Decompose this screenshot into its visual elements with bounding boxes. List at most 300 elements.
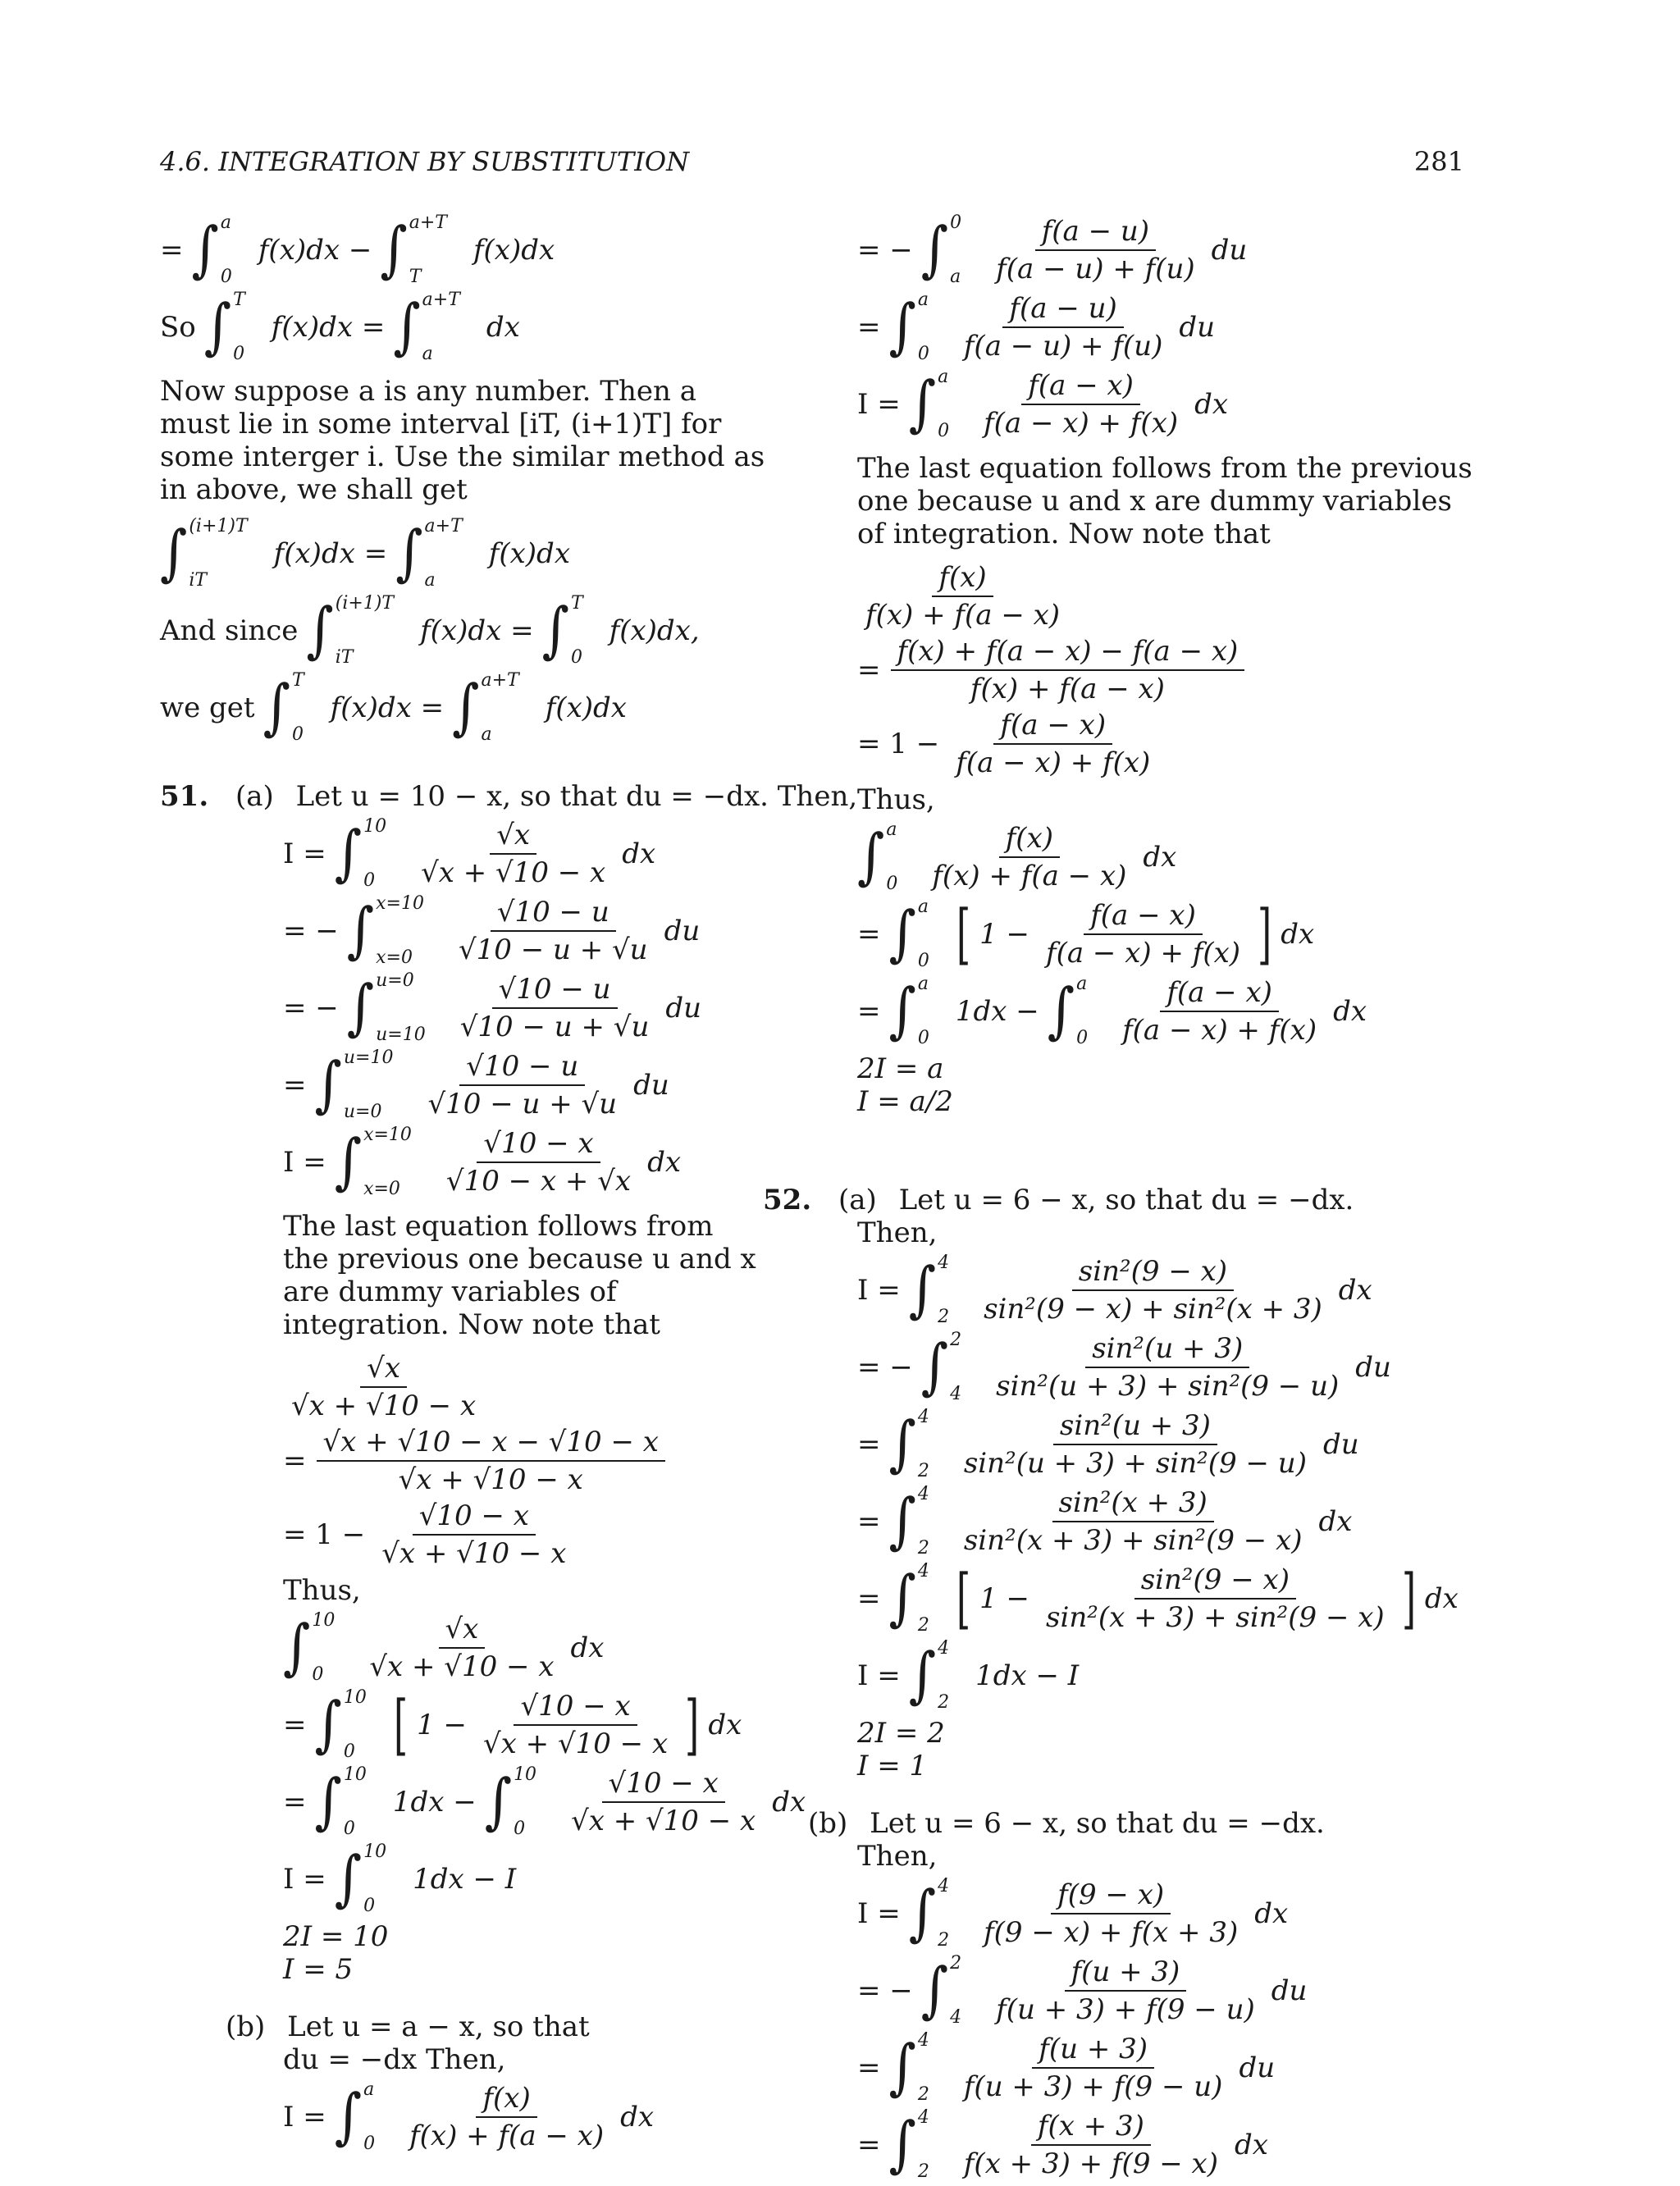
equation-step bbox=[283, 2081, 767, 2153]
equation-step bbox=[857, 1560, 1481, 1636]
result-line: I = 1 bbox=[857, 1750, 928, 1782]
upper-limit: 10 bbox=[343, 1687, 367, 1708]
final-steps bbox=[857, 821, 1481, 1047]
upper-limit: x=10 bbox=[376, 893, 424, 914]
paragraph: The last equation follows from the previous one because u and x are dummy variables of integration. Now note that bbox=[857, 452, 1472, 550]
integral-sign: ∫ bbox=[888, 2110, 916, 2180]
integral bbox=[909, 1878, 967, 1950]
integral bbox=[347, 972, 444, 1044]
integral bbox=[347, 895, 442, 967]
integrand: f(x)dx = bbox=[420, 614, 534, 647]
equation-lead: = bbox=[857, 1582, 881, 1615]
integral-limits bbox=[344, 1766, 367, 1838]
equation-step bbox=[857, 975, 1481, 1047]
upper-limit: a bbox=[917, 897, 929, 917]
part-b-body bbox=[857, 1878, 1481, 2181]
fraction bbox=[949, 710, 1157, 778]
differential: du bbox=[1179, 311, 1216, 344]
differential: du bbox=[664, 915, 701, 947]
equation-lead: = bbox=[857, 311, 881, 344]
integral-sign: ∫ bbox=[888, 976, 916, 1047]
integral bbox=[909, 368, 967, 440]
integral bbox=[889, 898, 947, 970]
part-a-body bbox=[857, 1254, 1481, 1712]
lower-limit: 0 bbox=[220, 267, 232, 287]
lower-limit: iT bbox=[335, 647, 354, 668]
numerator: √x bbox=[490, 819, 536, 855]
problem-52 bbox=[763, 1184, 1481, 2182]
final-steps bbox=[283, 1610, 806, 1916]
equation-lead: I = bbox=[857, 1659, 901, 1692]
problem-header bbox=[160, 780, 858, 813]
equation-step bbox=[857, 1408, 1481, 1481]
fraction bbox=[957, 1410, 1313, 1479]
integral-sign: ∫ bbox=[283, 1613, 311, 1683]
lower-limit: u=0 bbox=[343, 1102, 382, 1122]
integral-sign: ∫ bbox=[346, 973, 375, 1043]
numerator: f(x + 3) bbox=[1031, 2111, 1151, 2146]
left-bracket: [ bbox=[956, 1560, 971, 1636]
integral-limits bbox=[950, 214, 961, 286]
upper-limit: a+T bbox=[424, 516, 463, 536]
integral bbox=[315, 1766, 385, 1838]
integral-limits bbox=[376, 895, 424, 967]
differential: dx bbox=[772, 1786, 806, 1819]
result-line: I = a/2 bbox=[857, 1085, 953, 1118]
equation-step bbox=[283, 1049, 767, 1121]
fraction bbox=[957, 293, 1170, 362]
lower-limit: 0 bbox=[233, 344, 245, 364]
part-intro: Let u = 6 − x, so that du = −dx. bbox=[870, 1807, 1325, 1840]
integrand: f(x)dx bbox=[472, 234, 555, 267]
lower-limit: 0 bbox=[363, 1896, 376, 1916]
integral-limits bbox=[938, 368, 949, 440]
numerator: √10 − u bbox=[459, 1051, 585, 1086]
bracket-term: 1 − bbox=[979, 918, 1029, 951]
lower-limit: 0 bbox=[917, 1028, 929, 1048]
numerator: f(a − x) bbox=[1021, 370, 1140, 405]
integral-limits bbox=[918, 2109, 929, 2181]
lower-limit: 2 bbox=[938, 1692, 950, 1713]
result-line: 2I = 10 bbox=[283, 1920, 389, 1953]
equation-lead: = bbox=[857, 2051, 881, 2084]
integral-sign: ∫ bbox=[857, 822, 885, 892]
equation-step bbox=[283, 1612, 767, 1684]
differential: du bbox=[1271, 1974, 1308, 2007]
equation-lead: = 1 − bbox=[283, 1518, 366, 1551]
lower-limit: x=0 bbox=[376, 947, 413, 968]
integral-limits bbox=[363, 818, 386, 890]
upper-limit: T bbox=[233, 290, 245, 310]
lower-limit: 2 bbox=[938, 1307, 950, 1327]
part-b-header bbox=[226, 2010, 767, 2043]
lower-limit: 2 bbox=[938, 1930, 950, 1951]
integral-limits bbox=[938, 1878, 949, 1950]
fraction bbox=[957, 2111, 1225, 2179]
integral-sign: ∫ bbox=[888, 2033, 916, 2103]
integral-limits bbox=[376, 972, 426, 1044]
integral-sign: ∫ bbox=[314, 1690, 342, 1760]
fraction bbox=[859, 562, 1066, 631]
upper-limit: a bbox=[363, 2079, 375, 2100]
part-intro-cont: du = −dx Then, bbox=[283, 2043, 506, 2076]
integral-sign: ∫ bbox=[920, 1332, 949, 1403]
paragraph: Now suppose a is any number. Then a must lie in some interval [iT, (i+1)T] for some interger i. Use the similar method as in above, we shall get bbox=[160, 375, 765, 506]
integral-limits bbox=[918, 1563, 929, 1635]
numerator: sin²(9 − x) bbox=[1134, 1564, 1296, 1600]
equation-lead: = bbox=[160, 234, 184, 267]
equation-step bbox=[857, 214, 1481, 286]
denominator: √10 − u + √u bbox=[459, 1011, 650, 1043]
equation-step bbox=[857, 1878, 1481, 1950]
right-bracket: ] bbox=[1401, 1560, 1416, 1636]
lower-limit: 0 bbox=[938, 421, 950, 441]
equation-step bbox=[857, 1640, 1481, 1712]
fraction bbox=[421, 1051, 623, 1120]
integral: ∫ T 0 bbox=[262, 670, 304, 745]
numerator: √x bbox=[439, 1613, 486, 1649]
lower-limit: 0 bbox=[363, 2134, 376, 2154]
fraction bbox=[564, 1768, 762, 1837]
equation-lead: = bbox=[857, 1505, 881, 1538]
equation-step bbox=[857, 898, 1481, 970]
integral bbox=[485, 1766, 555, 1838]
equation-step bbox=[857, 2032, 1481, 2104]
differential: dx bbox=[1194, 388, 1229, 421]
upper-limit: 2 bbox=[950, 1330, 962, 1350]
integral bbox=[857, 821, 915, 893]
integral-sign: ∫ bbox=[334, 1844, 363, 1914]
integral-sign: ∫ bbox=[908, 1878, 937, 1949]
fraction bbox=[989, 1333, 1345, 1402]
numerator: f(x) bbox=[999, 823, 1060, 858]
lower-limit: 0 bbox=[917, 951, 929, 971]
equation-lead: = − bbox=[283, 915, 339, 947]
upper-limit: x=10 bbox=[363, 1125, 412, 1145]
differential: dx bbox=[1333, 995, 1367, 1028]
upper-limit: 10 bbox=[363, 816, 387, 837]
integral: ∫ a+T a bbox=[452, 670, 519, 745]
integral-sign: ∫ bbox=[334, 819, 363, 889]
denominator: sin²(x + 3) + sin²(9 − x) bbox=[1046, 1601, 1385, 1634]
equation-step bbox=[283, 1426, 767, 1495]
integrand: f(x)dx − bbox=[258, 234, 372, 267]
lower-limit: u=10 bbox=[376, 1025, 426, 1045]
fraction bbox=[375, 1500, 573, 1569]
equation-lead: And since bbox=[160, 614, 299, 647]
integrand: 1dx − bbox=[955, 995, 1039, 1028]
numerator: f(a − u) bbox=[1002, 293, 1123, 328]
lower-limit: 0 bbox=[343, 1741, 355, 1762]
thus-label: Thus, bbox=[283, 1574, 361, 1607]
equation-step bbox=[283, 818, 767, 890]
integral bbox=[889, 975, 947, 1047]
numerator: f(x) bbox=[932, 562, 993, 597]
differential: dx bbox=[1235, 2129, 1268, 2161]
result-line: 2I = a bbox=[857, 1052, 944, 1085]
fraction bbox=[977, 1256, 1329, 1325]
equation-step bbox=[857, 1485, 1481, 1558]
denominator: sin²(u + 3) + sin²(9 − u) bbox=[996, 1370, 1340, 1403]
integral: ∫ T 0 bbox=[203, 290, 245, 364]
equation-lead: = 1 − bbox=[857, 728, 940, 760]
differential: du bbox=[1322, 1428, 1359, 1461]
equation-step bbox=[283, 972, 767, 1044]
equation-lead: I = bbox=[857, 1274, 901, 1307]
integral: ∫ a 0 bbox=[191, 212, 232, 287]
part-label: (b) bbox=[226, 2010, 266, 2043]
integral-sign: ∫ bbox=[484, 1767, 513, 1837]
lower-limit: 0 bbox=[514, 1819, 526, 1839]
integral-limits bbox=[918, 975, 929, 1047]
integral-sign: ∫ bbox=[888, 292, 916, 363]
upper-limit: 10 bbox=[343, 1764, 367, 1785]
differential: du bbox=[1239, 2051, 1276, 2084]
equation-step bbox=[283, 1686, 767, 1763]
equation-we-get bbox=[160, 672, 767, 744]
integral bbox=[335, 2081, 393, 2153]
numerator: sin²(u + 3) bbox=[1085, 1333, 1249, 1368]
lower-limit: a bbox=[481, 724, 492, 745]
integrand: f(x)dx = bbox=[271, 311, 386, 344]
equation-step bbox=[857, 2109, 1481, 2181]
lower-limit: 0 bbox=[291, 724, 304, 745]
lower-limit: a bbox=[424, 570, 436, 591]
differential: dx bbox=[1143, 841, 1177, 874]
integrand: 1dx − I bbox=[975, 1659, 1080, 1692]
equation-step bbox=[857, 562, 1481, 631]
equation-lead: = bbox=[857, 654, 881, 687]
equation-step bbox=[283, 1764, 806, 1839]
lower-limit: 2 bbox=[917, 2161, 929, 2182]
equation-lead: = − bbox=[857, 234, 913, 267]
numerator: f(a − x) bbox=[993, 710, 1112, 745]
differential: dx bbox=[1338, 1274, 1372, 1307]
integral bbox=[335, 818, 404, 890]
denominator: sin²(x + 3) + sin²(9 − x) bbox=[963, 1524, 1303, 1557]
numerator: √10 − u bbox=[492, 974, 618, 1009]
integral bbox=[335, 1126, 430, 1198]
numerator: f(x) + f(a − x) − f(a − x) bbox=[891, 636, 1245, 671]
numerator: √10 − u bbox=[491, 897, 616, 932]
integral: ∫ (i+1)T iT bbox=[306, 593, 395, 668]
differential: du bbox=[1355, 1351, 1391, 1384]
lower-limit: 4 bbox=[950, 1384, 962, 1404]
integral-limits bbox=[950, 1331, 961, 1403]
denominator: √x + √10 − x bbox=[398, 1463, 583, 1496]
equation-lead: = bbox=[283, 1709, 307, 1741]
denominator: √x + √10 − x bbox=[571, 1805, 756, 1837]
fraction bbox=[414, 819, 612, 888]
equation-step bbox=[857, 1254, 1481, 1326]
equation-step bbox=[857, 1955, 1481, 2027]
integral bbox=[315, 1689, 385, 1761]
lower-limit: 0 bbox=[1076, 1028, 1089, 1048]
equation-lead: = − bbox=[857, 1351, 913, 1384]
numerator: √x bbox=[360, 1353, 407, 1388]
integrand: f(x)dx = bbox=[273, 537, 388, 570]
upper-limit: a bbox=[917, 290, 929, 310]
integral bbox=[889, 1563, 947, 1635]
integral: ∫ a+T a bbox=[395, 516, 463, 591]
numerator: sin²(9 − x) bbox=[1072, 1256, 1234, 1291]
denominator: √x + √10 − x bbox=[381, 1537, 567, 1570]
fraction bbox=[440, 1128, 637, 1197]
lower-limit: iT bbox=[189, 570, 208, 591]
fraction bbox=[452, 897, 655, 965]
integral bbox=[889, 1408, 947, 1481]
differential: dx bbox=[1281, 918, 1315, 951]
equation-step bbox=[857, 1331, 1481, 1403]
equation-lead: I = bbox=[283, 1146, 326, 1179]
upper-limit: u=0 bbox=[376, 970, 414, 991]
integral-sign: ∫ bbox=[920, 215, 949, 285]
upper-limit: (i+1)T bbox=[189, 516, 248, 536]
integral-sign: ∫ bbox=[334, 1127, 363, 1198]
integral-limits bbox=[514, 1766, 536, 1838]
equation-periodic-2 bbox=[160, 291, 767, 363]
differential: du bbox=[1211, 234, 1248, 267]
integrand: 1dx − bbox=[392, 1786, 477, 1819]
left-bracket: [ bbox=[956, 896, 971, 972]
upper-limit: T bbox=[291, 670, 304, 691]
equation-lead: So bbox=[160, 311, 196, 344]
integral bbox=[1048, 975, 1106, 1047]
equation-lead: = bbox=[857, 1428, 881, 1461]
equation-step bbox=[283, 1843, 767, 1915]
upper-limit: 2 bbox=[950, 1953, 962, 1974]
left-bracket: [ bbox=[393, 1686, 409, 1763]
equation-lead: = bbox=[857, 995, 881, 1028]
upper-limit: 4 bbox=[917, 1484, 929, 1504]
denominator: √x + √10 − x bbox=[421, 856, 606, 889]
integral-sign: ∫ bbox=[1047, 976, 1075, 1047]
integral: ∫ T 0 bbox=[541, 593, 583, 668]
equation-lead: I = bbox=[283, 2101, 326, 2134]
part-label: (a) bbox=[838, 1184, 877, 1216]
equation-lead: = bbox=[857, 2129, 881, 2161]
integral-limits bbox=[1076, 975, 1088, 1047]
lower-limit: 2 bbox=[917, 2084, 929, 2105]
part-intro-cont: Then, bbox=[857, 1840, 938, 1873]
upper-limit: 4 bbox=[938, 1253, 950, 1273]
integrand: dx bbox=[486, 311, 520, 344]
part-intro: Let u = 10 − x, so that du = −dx. Then, bbox=[295, 780, 858, 813]
integral-limits bbox=[918, 898, 929, 970]
integral-limits bbox=[363, 1843, 386, 1915]
differential: dx bbox=[570, 1632, 605, 1664]
integral-limits bbox=[312, 1612, 335, 1684]
upper-limit: 4 bbox=[938, 1876, 950, 1896]
equation-interval bbox=[160, 518, 767, 590]
fraction bbox=[925, 823, 1133, 892]
numerator: f(x) bbox=[476, 2083, 536, 2118]
part-label: (b) bbox=[808, 1807, 848, 1840]
bracket-term: 1 − bbox=[979, 1582, 1029, 1615]
integral: ∫ a+T a bbox=[393, 290, 460, 364]
equation-lead: = − bbox=[857, 1974, 913, 2007]
integral-limits bbox=[950, 1955, 961, 2027]
fraction bbox=[477, 1691, 674, 1759]
denominator: √x + √10 − x bbox=[291, 1390, 477, 1422]
integral: ∫ (i+1)T iT bbox=[160, 516, 248, 591]
fraction bbox=[1116, 977, 1323, 1046]
integral-limits bbox=[344, 1049, 394, 1121]
upper-limit: 10 bbox=[363, 1841, 387, 1862]
lower-limit: 0 bbox=[343, 1819, 355, 1839]
equation-step bbox=[857, 368, 1481, 440]
differential: dx bbox=[1424, 1582, 1459, 1615]
upper-limit: 10 bbox=[514, 1764, 537, 1785]
integral bbox=[909, 1254, 967, 1326]
fraction bbox=[317, 1426, 665, 1495]
result-line: I = 5 bbox=[283, 1953, 354, 1986]
part-intro: Let u = 6 − x, so that du = −dx. bbox=[898, 1184, 1354, 1216]
equation-lead: = − bbox=[283, 992, 339, 1025]
lower-limit: 0 bbox=[570, 647, 582, 668]
lower-limit: T bbox=[409, 267, 422, 287]
integral-limits bbox=[938, 1254, 949, 1326]
lower-limit: 2 bbox=[917, 1538, 929, 1558]
upper-limit: a bbox=[886, 819, 897, 840]
numerator: √10 − x bbox=[477, 1128, 600, 1163]
integral-sign: ∫ bbox=[888, 1409, 916, 1480]
paragraph: The last equation follows from the previous one because u and x are dummy variables of integration. Now note that bbox=[283, 1210, 756, 1341]
numerator: f(a − u) bbox=[1035, 216, 1156, 251]
differential: dx bbox=[1318, 1505, 1353, 1538]
thus-label: Thus, bbox=[857, 783, 935, 816]
part-intro: Let u = a − x, so that bbox=[287, 2010, 590, 2043]
integral bbox=[909, 1640, 967, 1712]
integral-sign: ∫ bbox=[346, 896, 375, 966]
differential: du bbox=[633, 1069, 669, 1102]
denominator: √10 − u + √u bbox=[427, 1088, 618, 1120]
equation-step bbox=[857, 821, 1481, 893]
lower-limit: a bbox=[422, 344, 433, 364]
integral-limits bbox=[918, 1485, 929, 1558]
upper-limit: a bbox=[917, 974, 929, 994]
equation-lead: I = bbox=[857, 388, 901, 421]
denominator: sin²(u + 3) + sin²(9 − u) bbox=[963, 1447, 1307, 1480]
equation-lead: = bbox=[857, 918, 881, 951]
differential: du bbox=[665, 992, 702, 1025]
fraction bbox=[989, 1956, 1262, 2025]
denominator: √10 − x + √x bbox=[445, 1165, 632, 1198]
differential: dx bbox=[622, 837, 656, 870]
denominator: f(a − u) + f(u) bbox=[996, 253, 1195, 285]
integral-sign: ∫ bbox=[314, 1767, 342, 1837]
differential: dx bbox=[647, 1146, 682, 1179]
integral-sign: ∫ bbox=[908, 1255, 937, 1326]
fraction bbox=[957, 1487, 1309, 1556]
equation-lead: I = bbox=[857, 1897, 901, 1930]
integral bbox=[283, 1612, 353, 1684]
numerator: sin²(u + 3) bbox=[1053, 1410, 1217, 1445]
part-label: (a) bbox=[235, 780, 274, 813]
section-title: 4.6. INTEGRATION BY SUBSTITUTION bbox=[160, 146, 690, 177]
integral-sign: ∫ bbox=[334, 2082, 363, 2152]
upper-limit: a bbox=[220, 212, 231, 233]
identity-steps bbox=[283, 1353, 767, 1569]
equation-and-since bbox=[160, 595, 767, 667]
denominator: f(x) + f(a − x) bbox=[970, 673, 1165, 705]
integral-sign: ∫ bbox=[908, 1641, 937, 1711]
numerator: f(a − x) bbox=[1084, 900, 1203, 935]
denominator: f(a − u) + f(u) bbox=[963, 330, 1163, 363]
lower-limit: 2 bbox=[917, 1461, 929, 1481]
problem-header bbox=[763, 1184, 1481, 1216]
lower-limit: 0 bbox=[363, 870, 376, 891]
